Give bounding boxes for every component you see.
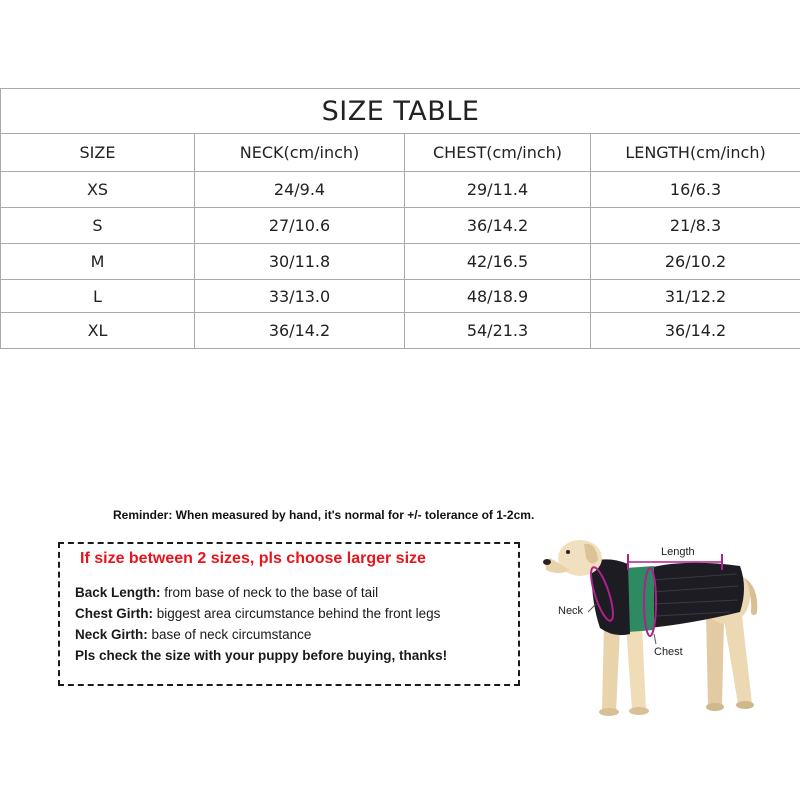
chest-girth-tip	[75, 603, 447, 624]
cell-size: M	[1, 244, 195, 280]
cell-size: L	[1, 280, 195, 313]
table-header-row	[1, 134, 800, 172]
measurement-guide-list	[75, 582, 447, 666]
back-length-tip	[75, 582, 447, 603]
cell-size: XL	[1, 313, 195, 349]
header-size: SIZE	[1, 134, 195, 172]
dog-back-leg-far	[706, 612, 724, 706]
cell-chest: 29/11.4	[405, 172, 591, 208]
cell-length: 16/6.3	[591, 172, 800, 208]
header-neck: NECK(cm/inch)	[195, 134, 405, 172]
dog-eye	[566, 550, 570, 554]
length-label: Length	[661, 546, 695, 558]
table-row	[1, 313, 800, 349]
table-row	[1, 172, 800, 208]
cell-size: S	[1, 208, 195, 244]
dog-paw	[736, 701, 754, 709]
cell-chest: 36/14.2	[405, 208, 591, 244]
size-advice-headline: If size between 2 sizes, pls choose larger size	[80, 550, 426, 567]
cell-chest: 48/18.9	[405, 280, 591, 313]
neck-girth-term: Neck Girth:	[75, 627, 148, 642]
sizing-tips-box	[58, 542, 520, 686]
back-length-term: Back Length:	[75, 585, 161, 600]
table-row	[1, 280, 800, 313]
dog-paw	[599, 708, 619, 716]
dog-front-leg-near	[626, 624, 646, 710]
neck-girth-tip	[75, 624, 447, 645]
cell-length: 31/12.2	[591, 280, 800, 313]
cell-size: XS	[1, 172, 195, 208]
table-row	[1, 244, 800, 280]
cell-neck: 33/13.0	[195, 280, 405, 313]
cell-chest: 54/21.3	[405, 313, 591, 349]
size-table	[0, 88, 800, 349]
chest-girth-term: Chest Girth:	[75, 606, 154, 621]
neck-girth-desc: base of neck circumstance	[147, 627, 312, 642]
table-title-row	[1, 89, 800, 134]
cell-neck: 30/11.8	[195, 244, 405, 280]
neck-label: Neck	[558, 605, 584, 617]
chest-girth-desc: biggest area circumstance behind the front legs	[153, 606, 441, 621]
dog-illustration	[530, 528, 770, 728]
dog-nose	[543, 559, 551, 565]
dog-measurement-figure	[530, 528, 770, 728]
cell-neck: 36/14.2	[195, 313, 405, 349]
cell-neck: 24/9.4	[195, 172, 405, 208]
header-length: LENGTH(cm/inch)	[591, 134, 800, 172]
cell-length: 26/10.2	[591, 244, 800, 280]
chest-pointer-line	[654, 634, 656, 644]
dog-front-leg-far	[602, 624, 620, 712]
cell-length: 36/14.2	[591, 313, 800, 349]
chest-label: Chest	[654, 646, 683, 658]
dog-paw	[629, 707, 649, 715]
dog-paw	[706, 703, 724, 711]
closing-note-text: Pls check the size with your puppy before buying, thanks!	[75, 648, 448, 663]
header-chest: CHEST(cm/inch)	[405, 134, 591, 172]
closing-note	[75, 645, 447, 666]
cell-length: 21/8.3	[591, 208, 800, 244]
cell-chest: 42/16.5	[405, 244, 591, 280]
cell-neck: 27/10.6	[195, 208, 405, 244]
jacket-green-panel	[626, 566, 654, 632]
table-row	[1, 208, 800, 244]
back-length-desc: from base of neck to the base of tail	[160, 585, 379, 600]
tolerance-reminder: Reminder: When measured by hand, it's normal for +/- tolerance of 1-2cm.	[113, 508, 535, 522]
table-title: SIZE TABLE	[1, 89, 800, 134]
